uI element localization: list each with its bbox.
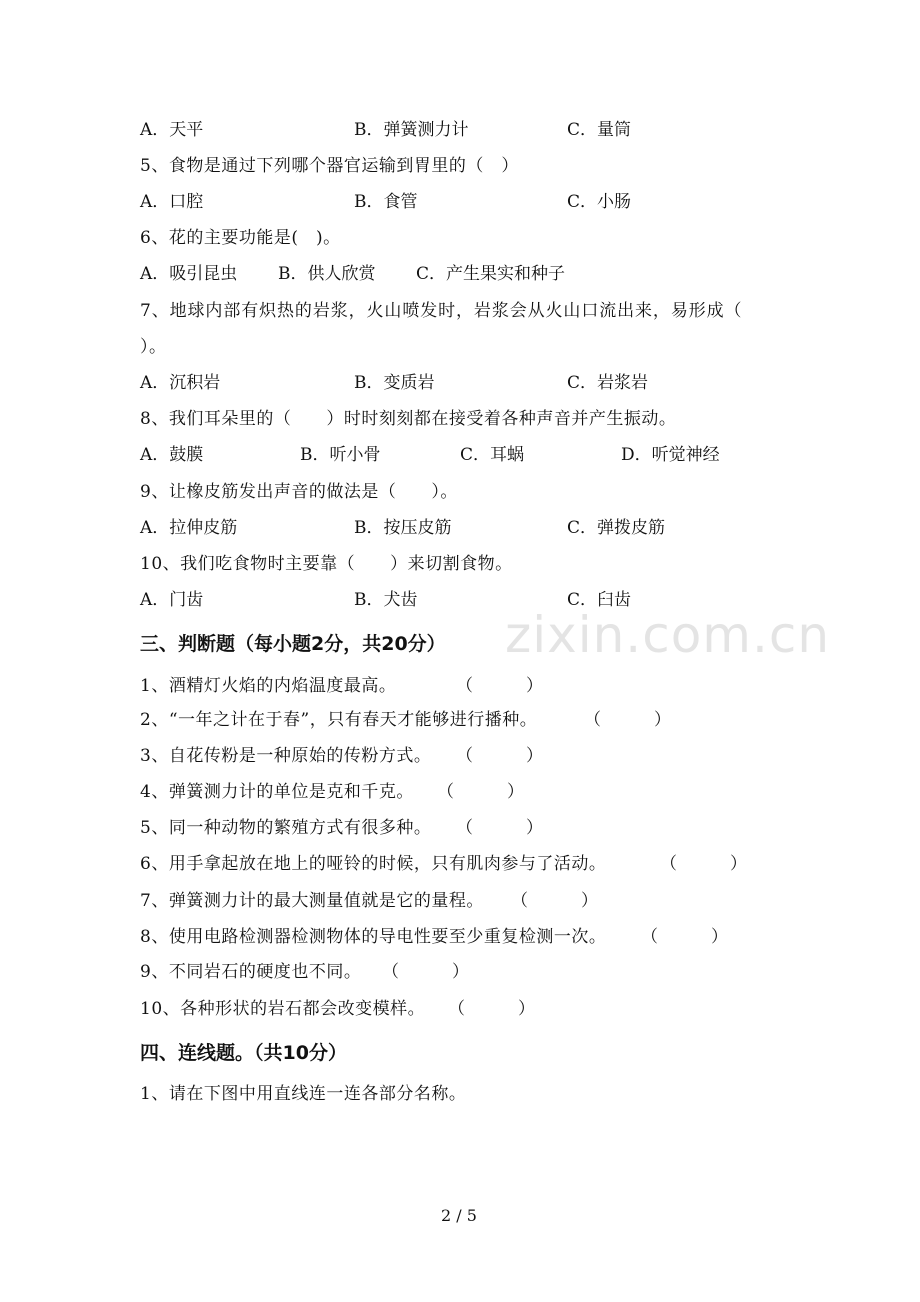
tf-bracket-3: （ ）: [456, 746, 544, 766]
tf-item-7: 7、弹簧测力计的最大测量值就是它的量程。: [140, 891, 484, 911]
q5-option-a: A．口腔: [140, 192, 204, 212]
tf-bracket-5: （ ）: [456, 818, 544, 838]
q7-option-b: B．变质岩: [354, 373, 435, 393]
q7-option-c: C．岩浆岩: [567, 373, 649, 393]
q8-option-d: D．听觉神经: [621, 445, 720, 465]
section-3-heading: 三、判断题（每小题2分，共20分）: [140, 633, 446, 655]
tf-bracket-6: （ ）: [660, 854, 748, 874]
q9-option-a: A．拉伸皮筋: [140, 518, 238, 538]
tf-bracket-10: （ ）: [448, 999, 536, 1019]
tf-bracket-7: （ ）: [511, 891, 599, 911]
tf-item-3: 3、自花传粉是一种原始的传粉方式。: [140, 746, 432, 766]
tf-bracket-2: （ ）: [584, 710, 672, 730]
tf-bracket-9: （ ）: [382, 962, 470, 982]
question-6: 6、花的主要功能是( )。: [140, 228, 341, 248]
q6-option-c: C．产生果实和种子: [416, 264, 566, 284]
question-8: 8、我们耳朵里的（ ）时时刻刻都在接受着各种声音并产生振动。: [140, 409, 677, 429]
q6-option-a: A．吸引昆虫: [140, 264, 238, 284]
tf-item-4: 4、弹簧测力计的单位是克和千克。: [140, 782, 414, 802]
tf-item-2: 2、“一年之计在于春”，只有春天才能够进行播种。: [140, 710, 538, 730]
tf-item-1: 1、酒精灯火焰的内焰温度最高。: [140, 676, 397, 696]
question-9: 9、让橡皮筋发出声音的做法是（ ）。: [140, 482, 458, 502]
q5-option-c: C．小肠: [567, 192, 632, 212]
tf-item-6: 6、用手拿起放在地上的哑铃的时候，只有肌肉参与了活动。: [140, 854, 607, 874]
q5-option-b: B．食管: [354, 192, 418, 212]
q4-option-a: A．天平: [140, 120, 204, 140]
q8-option-b: B．听小骨: [300, 445, 381, 465]
q6-option-b: B．供人欣赏: [278, 264, 376, 284]
tf-bracket-1: （ ）: [456, 676, 544, 696]
tf-item-8: 8、使用电路检测器检测物体的导电性要至少重复检测一次。: [140, 927, 607, 947]
tf-bracket-8: （ ）: [641, 927, 729, 947]
q9-option-c: C．弹拨皮筋: [567, 518, 666, 538]
question-7-line2: ）。: [140, 337, 167, 357]
q4-option-b: B．弹簧测力计: [354, 120, 469, 140]
watermark-text: zixin.com.cn: [505, 606, 831, 664]
question-5: 5、食物是通过下列哪个器官运输到胃里的（ ）: [140, 156, 519, 176]
question-7-line1: 7、地球内部有炽热的岩浆，火山喷发时，岩浆会从火山口流出来，易形成（: [140, 301, 743, 321]
q7-option-a: A．沉积岩: [140, 373, 221, 393]
q8-option-a: A．鼓膜: [140, 445, 204, 465]
matching-question-1: 1、请在下图中用直线连一连各部分名称。: [140, 1084, 467, 1104]
page-number: 2 / 5: [441, 1206, 477, 1225]
tf-item-10: 10、各种形状的岩石都会改变模样。: [140, 999, 426, 1019]
q10-option-b: B．犬齿: [354, 590, 418, 610]
question-10: 10、我们吃食物时主要靠（ ）来切割食物。: [140, 554, 513, 574]
q9-option-b: B．按压皮筋: [354, 518, 452, 538]
q4-option-c: C．量筒: [567, 120, 632, 140]
q10-option-a: A．门齿: [140, 590, 204, 610]
tf-item-5: 5、同一种动物的繁殖方式有很多种。: [140, 818, 432, 838]
section-4-heading: 四、连线题。（共10分）: [140, 1042, 347, 1064]
tf-item-9: 9、不同岩石的硬度也不同。: [140, 962, 362, 982]
q10-option-c: C．臼齿: [567, 590, 632, 610]
tf-bracket-4: （ ）: [437, 782, 525, 802]
q8-option-c: C．耳蜗: [460, 445, 525, 465]
